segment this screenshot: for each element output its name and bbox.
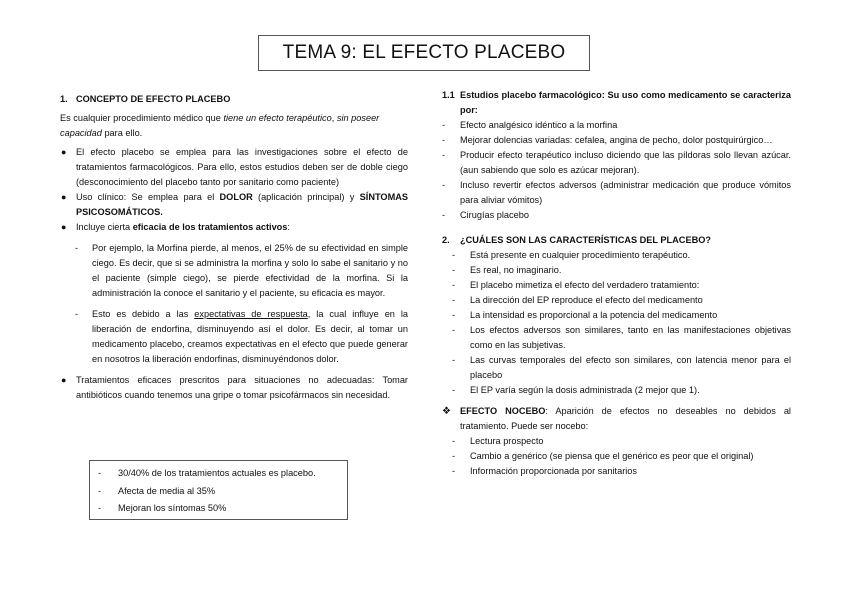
list-item: - Incluso revertir efectos adversos (administrar medicación que produce vómitos para aliviar vómitos) xyxy=(442,180,791,205)
dash-icon: - xyxy=(442,210,446,220)
right-column xyxy=(442,88,791,479)
dash-icon: - xyxy=(75,243,79,253)
dash-icon: - xyxy=(98,503,102,513)
definition-paragraph: Es cualquier procedimiento médico que tiene un efecto terapéutico, sin poseer capacidad para ello. xyxy=(60,113,380,138)
dash-icon: - xyxy=(98,485,102,496)
dash-icon: - xyxy=(452,265,456,275)
left-column xyxy=(60,92,408,403)
dash-icon: - xyxy=(452,250,456,260)
dash-icon: - xyxy=(452,280,456,290)
dash-icon: - xyxy=(452,295,456,305)
section-number: 1. xyxy=(60,94,68,104)
list-item: - Información proporcionada por sanitarios xyxy=(442,464,791,479)
bullet-icon: ● xyxy=(61,192,67,202)
list-item: - Producir efecto terapéutico incluso diciendo que las píldoras solo llevan azúcar. (aun sabiendo que solo es azúcar mejoran). xyxy=(442,150,791,175)
sub-list-item: - Por ejemplo, la Morfina pierde, al menos, el 25% de su efectividad en simple ciego. Es decir, que si se administra la morfina y solo lo sabe el sanitario y no el paciente (simple ciego), se pierde efectividad de la morfina. Si la administración la conoce el sanitario y el paciente, su eficacia es mayor. xyxy=(75,243,408,298)
section-number: 1.1 xyxy=(442,90,455,100)
dash-icon: - xyxy=(452,451,456,461)
bullet-icon: ● xyxy=(61,222,67,232)
dash-icon: - xyxy=(452,355,456,365)
dash-icon: - xyxy=(442,135,446,145)
list-item: - Cirugías placebo xyxy=(442,208,791,223)
list-item: - El placebo mimetiza el efecto del verdadero tratamiento: xyxy=(442,278,791,293)
dash-icon: - xyxy=(452,310,456,320)
bullet-icon: ● xyxy=(61,147,67,157)
statistics-box xyxy=(89,460,348,520)
list-item: ● Incluye cierta eficacia de los tratamientos activos: xyxy=(60,220,408,235)
section-2-heading xyxy=(442,233,791,248)
diamond-bullet-icon: ❖ xyxy=(442,406,451,417)
section-1-heading xyxy=(60,92,408,107)
dash-icon: - xyxy=(452,325,456,335)
list-item: ● Tratamientos eficaces prescritos para situaciones no adecuadas: Tomar antibióticos cuando tenemos una gripe o tomar psicofármacos sin necesidad. xyxy=(61,375,408,400)
list-item: - Cambio a genérico (se piensa que el genérico es peor que el original) xyxy=(442,449,791,464)
list-item: - La dirección del EP reproduce el efecto del medicamento xyxy=(442,293,791,308)
list-item: - Los efectos adversos son similares, tanto en las manifestaciones objetivas como en las subjetivas. xyxy=(452,325,791,350)
list-item: - El EP varía según la dosis administrada (2 mejor que 1). xyxy=(442,383,791,398)
dash-icon: - xyxy=(452,436,456,446)
list-item: - Es real, no imaginario. xyxy=(442,263,791,278)
dash-icon: - xyxy=(452,385,456,395)
list-item: - Efecto analgésico idéntico a la morfina xyxy=(442,118,791,133)
section-title: Estudios placebo farmacológico: Su uso como medicamento se caracteriza por: xyxy=(460,90,791,115)
section-title: ¿CUÁLES SON LAS CARACTERÍSTICAS DEL PLACEBO? xyxy=(460,235,711,245)
list-item: - 30/40% de los tratamientos actuales es placebo. xyxy=(98,465,339,483)
list-item: - Mejoran los síntomas 50% xyxy=(98,500,339,518)
section-title: CONCEPTO DE EFECTO PLACEBO xyxy=(76,94,231,104)
dash-icon: - xyxy=(442,150,446,160)
dash-icon: - xyxy=(442,180,446,190)
nocebo-paragraph: ❖ EFECTO NOCEBO: Aparición de efectos no deseables no debidos al tratamiento. Puede ser nocebo: xyxy=(442,406,791,431)
list-item: - Las curvas temporales del efecto son similares, con latencia menor para el placebo xyxy=(452,355,791,380)
list-item: ● El efecto placebo se emplea para las investigaciones sobre el efecto de tratamientos farmacológicos. Para ello, estos estudios deben ser de doble ciego (desconocimiento del placebo tanto por sanitario como paciente) xyxy=(61,147,408,187)
list-item: - Está presente en cualquier procedimiento terapéutico. xyxy=(442,248,791,263)
list-item: - Mejorar dolencias variadas: cefalea, angina de pecho, dolor postquirúrgico… xyxy=(442,133,791,148)
bullet-icon: ● xyxy=(61,375,67,385)
list-item: - Afecta de media al 35% xyxy=(98,483,339,501)
sub-list-item: - Esto es debido a las expectativas de respuesta, la cual influye en la liberación de endorfina, disminuyendo así el dolor. Es decir, al tomar un medicamento placebo, creamos expectativas en el efecto que puede generar en nosotros la liberación endorfinas, disminuyéndonos dolor. xyxy=(75,309,409,364)
list-item: - La intensidad es proporcional a la potencia del medicamento xyxy=(442,308,791,323)
dash-icon: - xyxy=(442,120,446,130)
list-item: - Lectura prospecto xyxy=(442,434,791,449)
list-item: ● Uso clínico: Se emplea para el DOLOR (aplicación principal) y SÍNTOMAS PSICOSOMÁTICOS. xyxy=(61,192,408,217)
dash-icon: - xyxy=(75,309,79,319)
section-number: 2. xyxy=(442,235,450,245)
page-title: TEMA 9: EL EFECTO PLACEBO xyxy=(258,35,590,71)
dash-icon: - xyxy=(98,468,102,478)
section-1-1-heading xyxy=(442,88,791,118)
dash-icon: - xyxy=(452,466,456,476)
